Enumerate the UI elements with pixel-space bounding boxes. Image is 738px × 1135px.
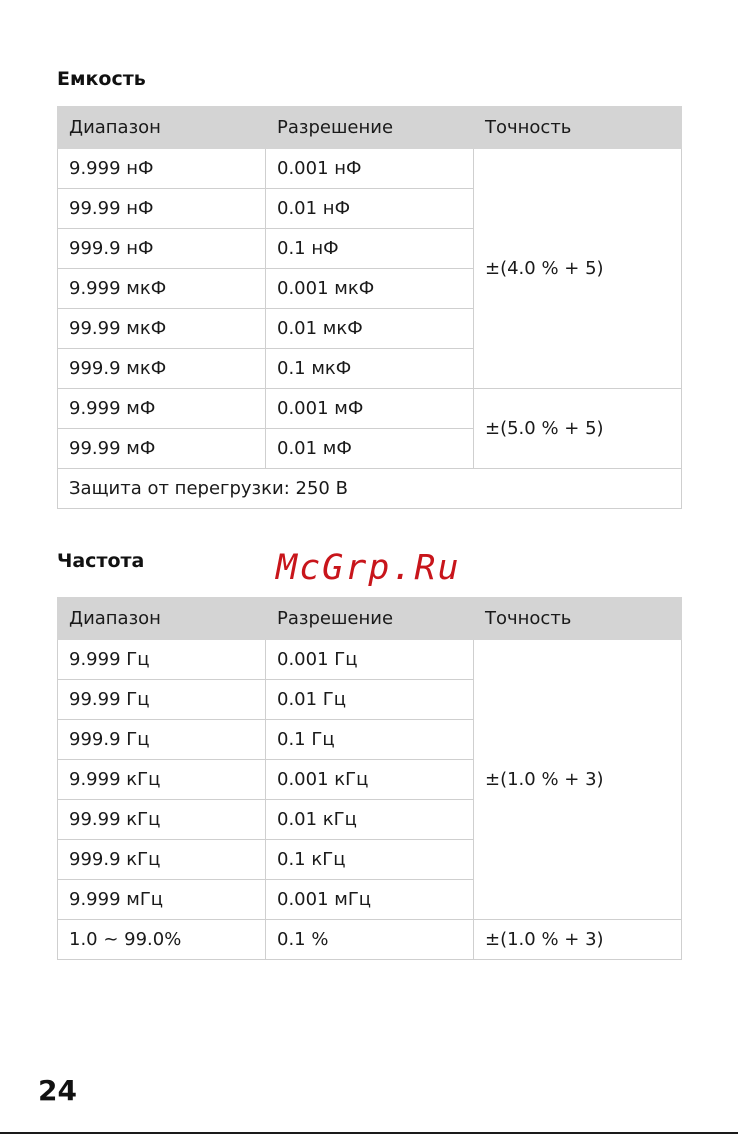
resolution-cell: 0.1 Гц (266, 720, 474, 760)
range-cell: 999.9 нФ (58, 229, 266, 269)
range-cell: 9.999 мФ (58, 389, 266, 429)
resolution-cell: 0.001 мГц (266, 880, 474, 920)
resolution-cell: 0.001 мкФ (266, 269, 474, 309)
resolution-cell: 0.001 нФ (266, 149, 474, 189)
range-cell: 99.99 мкФ (58, 309, 266, 349)
resolution-cell: 0.1 кГц (266, 840, 474, 880)
table-note-row (58, 469, 682, 509)
header-range: Диапазон (58, 598, 266, 640)
resolution-cell: 0.01 кГц (266, 800, 474, 840)
header-accuracy: Точность (474, 107, 682, 149)
frequency-table (57, 597, 682, 960)
resolution-cell: 0.1 % (266, 920, 474, 960)
range-cell: 9.999 Гц (58, 640, 266, 680)
table-row (58, 149, 682, 189)
resolution-cell: 0.001 мФ (266, 389, 474, 429)
resolution-cell: 0.01 мкФ (266, 309, 474, 349)
header-accuracy: Точность (474, 598, 682, 640)
range-cell: 1.0 ~ 99.0% (58, 920, 266, 960)
table-row (58, 389, 682, 429)
range-cell: 9.999 мГц (58, 880, 266, 920)
resolution-cell: 0.01 нФ (266, 189, 474, 229)
table-row (58, 920, 682, 960)
resolution-cell: 0.1 мкФ (266, 349, 474, 389)
range-cell: 999.9 кГц (58, 840, 266, 880)
accuracy-cell: ±(5.0 % + 5) (474, 389, 682, 469)
header-resolution: Разрешение (266, 598, 474, 640)
header-range: Диапазон (58, 107, 266, 149)
overload-protection-note: Защита от перегрузки: 250 В (58, 469, 682, 509)
resolution-cell: 0.001 кГц (266, 760, 474, 800)
accuracy-cell: ±(4.0 % + 5) (474, 149, 682, 389)
bottom-divider (0, 1132, 738, 1134)
resolution-cell: 0.01 Гц (266, 680, 474, 720)
range-cell: 999.9 мкФ (58, 349, 266, 389)
resolution-cell: 0.001 Гц (266, 640, 474, 680)
range-cell: 9.999 нФ (58, 149, 266, 189)
capacitance-title: Емкость (57, 68, 146, 90)
resolution-cell: 0.01 мФ (266, 429, 474, 469)
range-cell: 99.99 мФ (58, 429, 266, 469)
range-cell: 999.9 Гц (58, 720, 266, 760)
watermark-text: McGrp.Ru (276, 548, 461, 588)
page-number: 24 (38, 1074, 77, 1107)
capacitance-table (57, 106, 682, 509)
range-cell: 9.999 мкФ (58, 269, 266, 309)
header-resolution: Разрешение (266, 107, 474, 149)
table-row (58, 640, 682, 680)
range-cell: 99.99 кГц (58, 800, 266, 840)
frequency-title: Частота (57, 550, 145, 572)
table-header-row (58, 598, 682, 640)
resolution-cell: 0.1 нФ (266, 229, 474, 269)
table-header-row (58, 107, 682, 149)
range-cell: 9.999 кГц (58, 760, 266, 800)
range-cell: 99.99 Гц (58, 680, 266, 720)
accuracy-cell: ±(1.0 % + 3) (474, 640, 682, 920)
accuracy-cell: ±(1.0 % + 3) (474, 920, 682, 960)
range-cell: 99.99 нФ (58, 189, 266, 229)
